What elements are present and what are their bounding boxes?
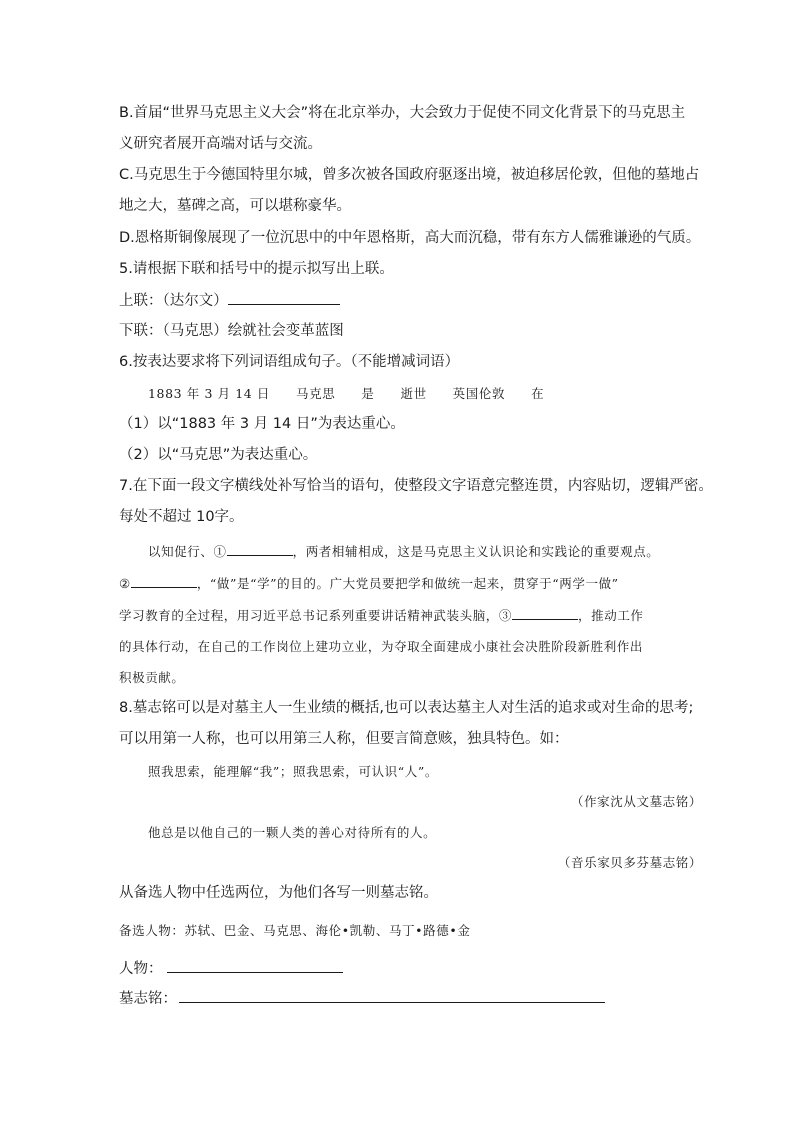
q7-prompt-2: 每处不超过 10字。 [119,509,244,525]
q7-prompt-1: 7.在下面一段文字横线处补写恰当的语句，使整段文字语意完整连贯，内容贴切，逻辑严密。 [119,478,713,494]
q6-word: 在 [531,386,545,401]
q6-sub-2: （2）以“马克思”为表达重心。 [119,447,318,463]
q7-blank-2[interactable] [131,573,197,588]
q8-person-row [119,958,343,979]
option-b-line-1: B.首届“世界马克思主义大会”将在北京举办，大会致力于促使不同文化背景下的马克思主 [119,105,686,121]
q8-epitaph-blank[interactable] [179,988,605,1003]
option-c-line-2: 地之大，墓碑之高，可以堪称豪华。 [119,198,351,214]
q6-word: 逝世 [400,386,427,401]
q8-person-blank[interactable] [167,958,343,973]
q8-source-2: （音乐家贝多芬墓志铭） [557,855,702,870]
q8-prompt-1: 8.墓志铭可以是对墓主人一生业绩的概括,也可以表达墓主人对生活的追求或对生命的思考; [119,700,694,716]
q6-word: 1883 年 3 月 14 日 [148,386,271,401]
q8-source-1: （作家沈从文墓志铭） [570,794,702,809]
q7-text: 以知促行、① [148,544,227,559]
q5-upper-blank[interactable] [228,290,340,305]
q7-passage-line-3 [119,605,644,626]
q8-prompt-2: 可以用第一人称，也可以用第三人称，但要言简意赅，独具特色。如： [119,731,569,747]
q7-blank-3[interactable] [512,605,578,620]
q8-epitaph-row [119,988,605,1009]
q7-text: ，“做”是“学”的目的。广大党员要把学和做统一起来，贯穿于“两学一做” [196,576,619,591]
q7-passage-line-1 [148,541,659,562]
q8-example-2: 他总是以他自己的一颗人类的善心对待所有的人。 [148,825,437,840]
q7-text: 学习教育的全过程，用习近平总书记系列重要讲话精神武装头脑，③ [119,608,513,623]
q7-passage-line-5: 积极贡献。 [119,670,185,685]
q6-word: 是 [361,386,375,401]
q6-sub-1: （1）以“1883 年 3 月 14 日”为表达重心。 [119,416,405,432]
q7-passage-line-2 [119,573,619,594]
q6-prompt: 6.按表达要求将下列词语组成句子。（不能增减词语） [119,354,460,370]
option-d: D.恩格斯铜像展现了一位沉思中的中年恩格斯，高大而沉稳，带有东方人儒雅谦逊的气质。 [119,230,701,246]
option-b-line-2: 义研究者展开高端对话与交流。 [119,136,322,152]
q7-blank-1[interactable] [227,541,293,556]
q6-word: 英国伦敦 [452,386,506,401]
q6-word-list [148,384,544,404]
q7-text: ② [119,576,131,591]
q7-text: ，两者相辅相成，这是马克思主义认识论和实践论的重要观点。 [292,544,660,559]
option-c-line-1: C.马克思生于今德国特里尔城，曾多次被各国政府驱逐出境，被迫移居伦敦，但他的墓地占 [119,167,700,183]
q7-passage-line-4: 的具体行动，在自己的工作岗位上建功立业，为夺取全面建成小康社会决胜阶段新胜利作出 [119,639,644,654]
q8-person-label: 人物： [119,961,163,977]
q6-word: 马克思 [296,386,336,401]
q7-text: ，推动工作 [578,608,644,623]
q5-upper-label: 上联：（达尔文） [119,293,228,309]
q5-prompt: 5.请根据下联和括号中的提示拟写出上联。 [119,261,394,277]
q8-candidates: 备选人物：苏轼、巴金、马克思、海伦•凯勒、马丁•路德•金 [119,923,471,938]
q8-epitaph-label: 墓志铭： [119,991,177,1007]
q5-lower-couplet: 下联：（马克思）绘就社会变革蓝图 [119,323,344,339]
q8-example-1: 照我思索，能理解“我”；照我思索，可认识“人”。 [148,764,438,779]
q8-task: 从备选人物中任选两位，为他们各写一则墓志铭。 [119,885,438,901]
q5-upper-couplet [119,290,340,311]
